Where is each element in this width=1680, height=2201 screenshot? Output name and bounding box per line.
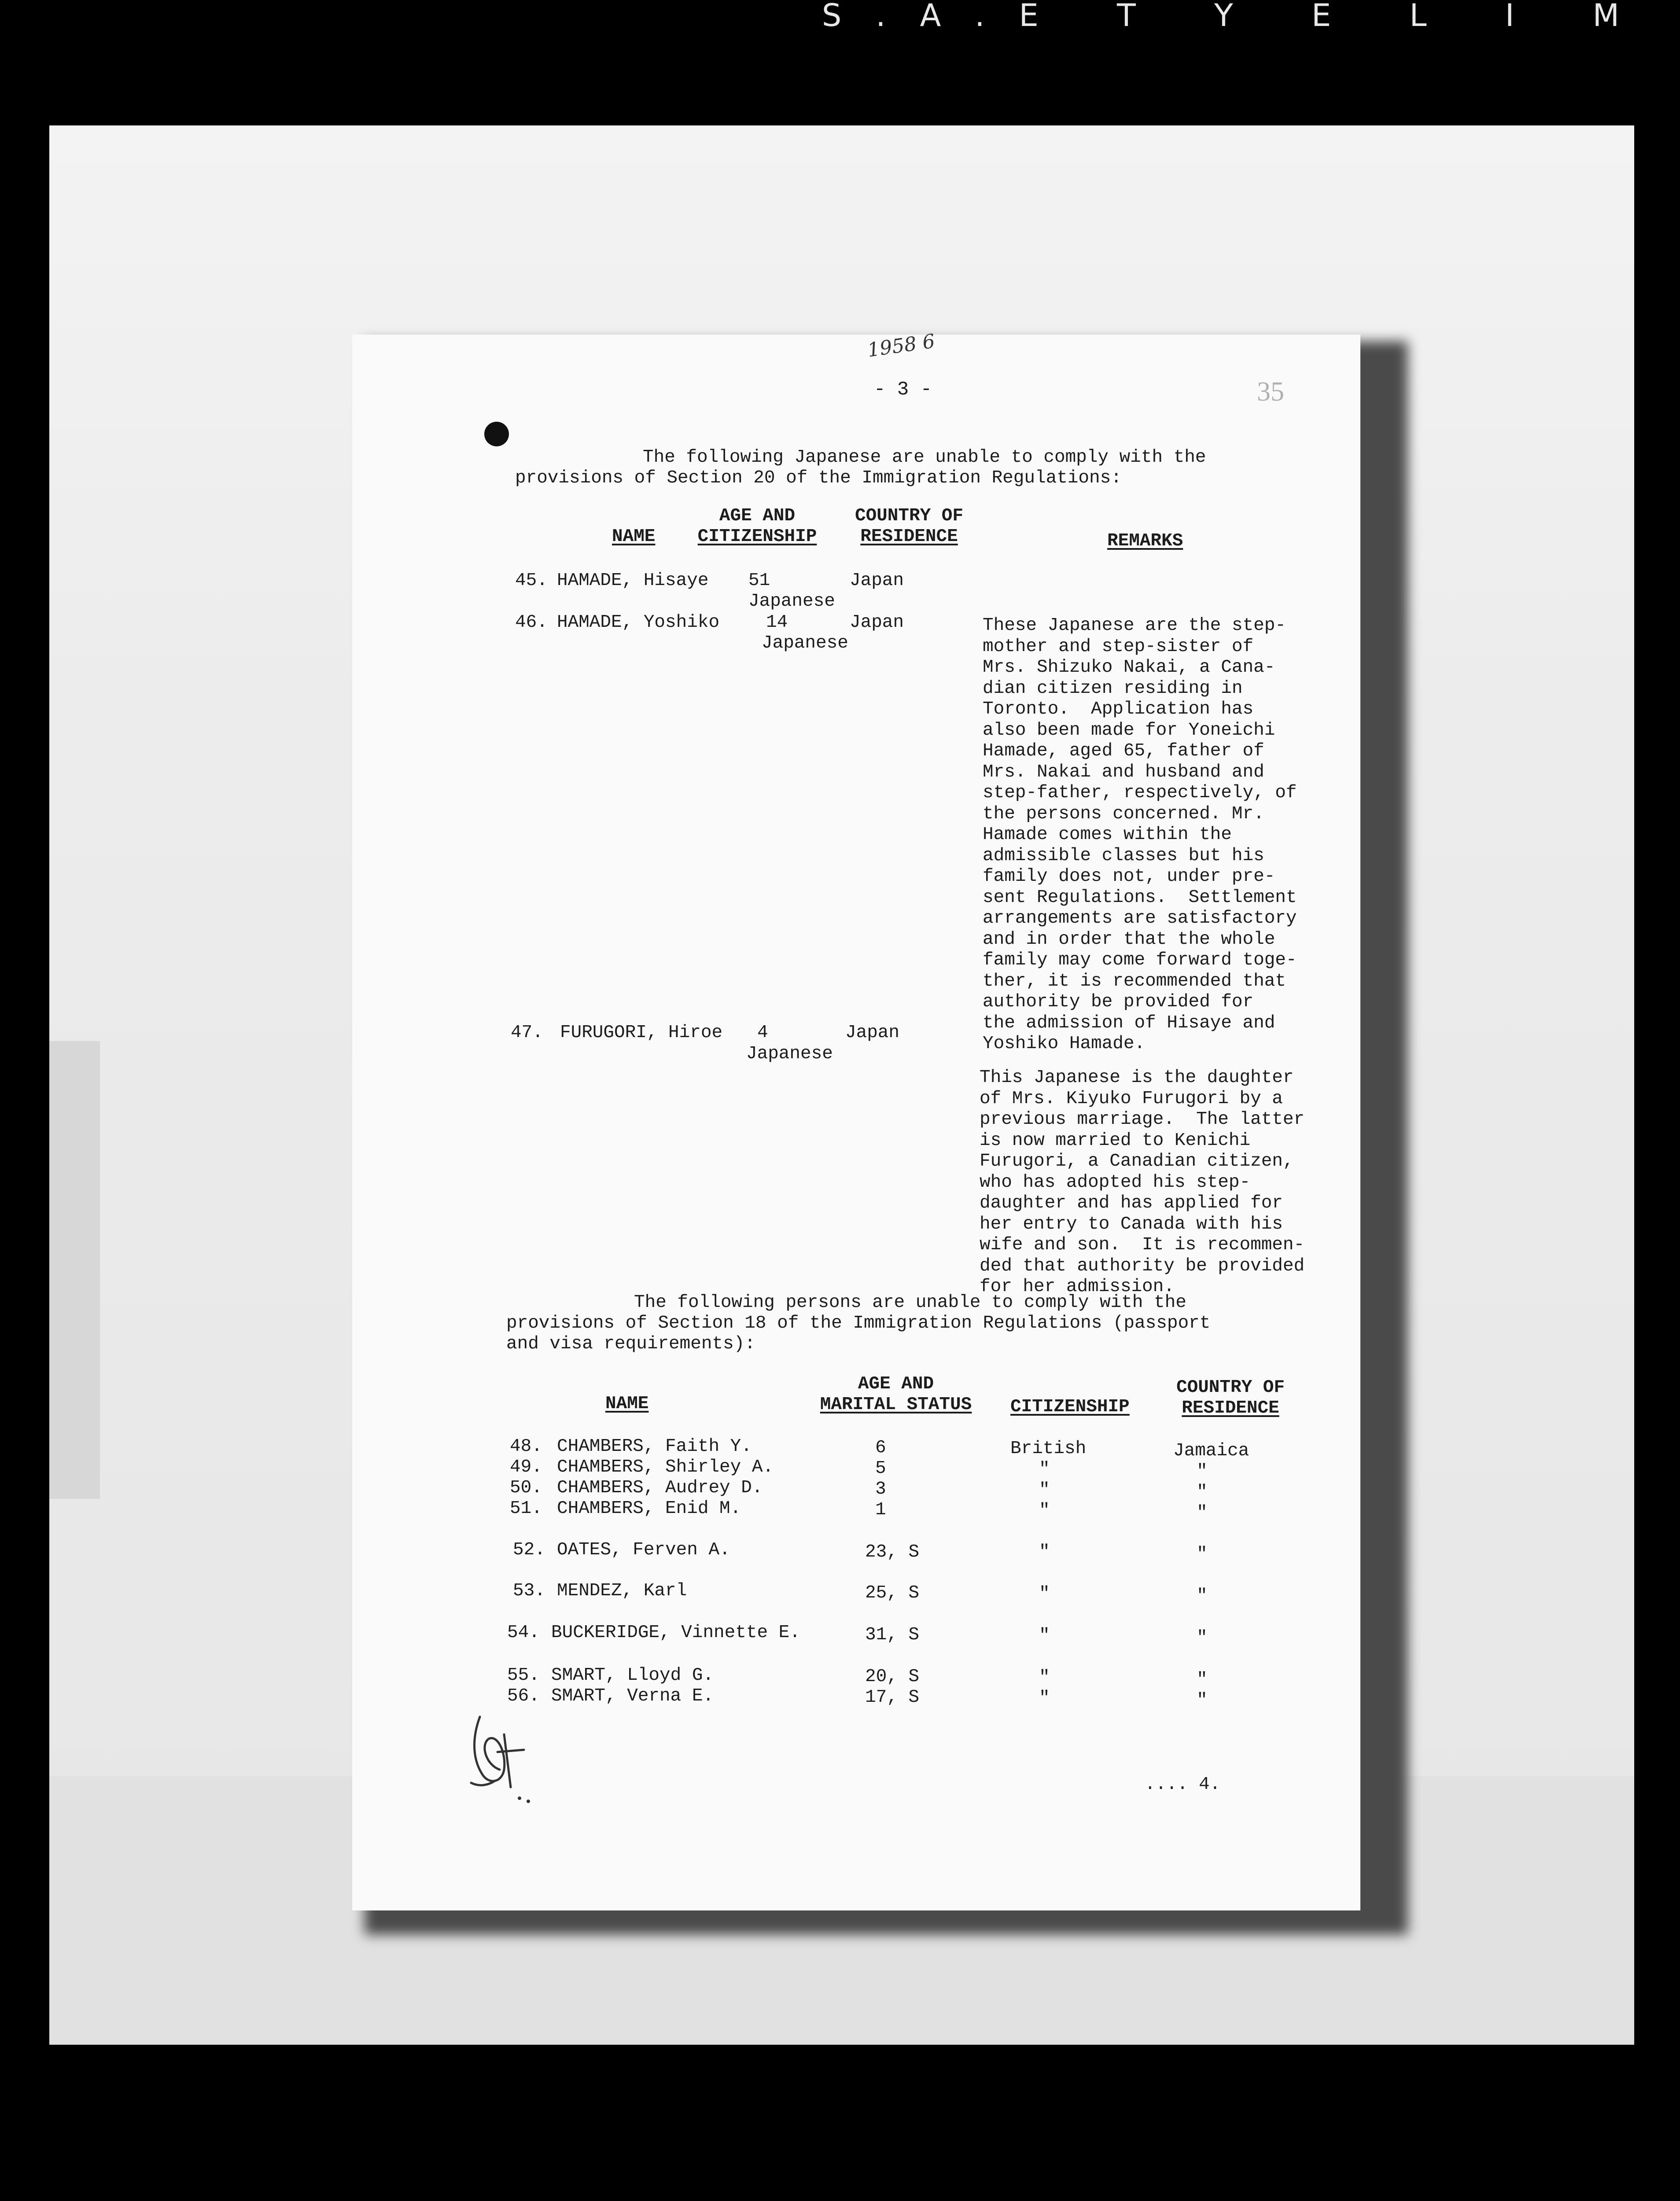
row-53-country: ": [1197, 1586, 1208, 1606]
s1-header-remarks: REMARKS: [1107, 531, 1183, 551]
handwritten-reference: 1958 6: [866, 330, 936, 362]
entry-45-age: 51: [748, 570, 770, 591]
row-51-name: CHAMBERS, Enid M.: [557, 1498, 741, 1519]
row-55-name: SMART, Lloyd G.: [551, 1665, 714, 1686]
s2-header-country-line2: RESIDENCE: [1182, 1398, 1279, 1418]
section1-intro-line2: provisions of Section 20 of the Immigration Regulations:: [515, 468, 1122, 488]
row-51-age: 1: [875, 1500, 886, 1520]
row-51-country: ": [1197, 1503, 1208, 1523]
section2-intro-line3: and visa requirements):: [506, 1334, 755, 1354]
row-50-name: CHAMBERS, Audrey D.: [557, 1478, 763, 1498]
entry-47-citizenship: Japanese: [746, 1044, 833, 1064]
entry-47-num: 47.: [511, 1023, 543, 1043]
section1-intro-line1: The following Japanese are unable to comply with the: [643, 447, 1206, 467]
backing-tab: [49, 1041, 100, 1499]
row-55-num: 55.: [507, 1665, 540, 1686]
s1-header-name: NAME: [612, 526, 656, 547]
remarks-furugori: This Japanese is the daughter of Mrs. Kiyuko Furugori by a previous marriage. The latter is now married to Kenichi Furugori, a Canadian citizen, who has adopted his step- daughter and has applied for her entry to Canada with his wife and son. It is recommen- ded that authority be provided for her admission.: [980, 1067, 1305, 1297]
section2-intro-line1: The following persons are unable to comply with the: [634, 1292, 1186, 1313]
row-50-country: ": [1197, 1482, 1208, 1502]
row-52-name: OATES, Ferven A.: [557, 1540, 730, 1560]
s2-header-citizenship: CITIZENSHIP: [1010, 1397, 1130, 1417]
entry-47-name: FURUGORI, Hiroe: [560, 1023, 723, 1043]
row-53-age: 25, S: [865, 1583, 920, 1603]
row-52-country: ": [1197, 1544, 1208, 1564]
row-48-age: 6: [875, 1438, 886, 1458]
row-50-age: 3: [875, 1479, 886, 1499]
row-49-country: ": [1197, 1461, 1208, 1482]
row-55-country: ": [1197, 1670, 1208, 1690]
row-50-citizenship: ": [1039, 1480, 1050, 1500]
row-55-citizenship: ": [1039, 1667, 1050, 1688]
s1-header-age-line1: AGE AND: [719, 506, 796, 526]
s2-header-name: NAME: [605, 1394, 649, 1414]
row-54-name: BUCKERIDGE, Vinnette E.: [551, 1623, 800, 1643]
row-56-name: SMART, Verna E.: [551, 1686, 714, 1706]
row-52-citizenship: ": [1039, 1542, 1050, 1562]
entry-46-name: HAMADE, Yoshiko: [557, 612, 720, 633]
s2-header-age-line1: AGE AND: [858, 1374, 934, 1394]
row-51-num: 51.: [510, 1498, 542, 1519]
row-48-country: Jamaica: [1173, 1441, 1249, 1461]
s1-header-country-line1: COUNTRY OF: [855, 506, 964, 526]
row-52-age: 23, S: [865, 1542, 920, 1562]
row-53-num: 53.: [513, 1581, 545, 1601]
s1-header-country-line2: RESIDENCE: [860, 526, 958, 547]
page-number: - 3 -: [874, 379, 932, 401]
entry-45-citizenship: Japanese: [748, 591, 835, 611]
row-56-citizenship: ": [1039, 1688, 1050, 1708]
row-48-num: 48.: [510, 1436, 542, 1457]
entry-46-citizenship: Japanese: [762, 633, 848, 653]
row-53-citizenship: ": [1039, 1584, 1050, 1604]
entry-45-country: Japan: [850, 570, 904, 591]
s1-header-age-line2: CITIZENSHIP: [697, 526, 817, 547]
entry-47-country: Japan: [845, 1023, 900, 1043]
entry-46-country: Japan: [850, 612, 904, 633]
row-56-age: 17, S: [865, 1687, 920, 1708]
row-55-age: 20, S: [865, 1667, 920, 1687]
entry-45-name: HAMADE, Hisaye: [557, 570, 709, 591]
row-49-name: CHAMBERS, Shirley A.: [557, 1457, 774, 1477]
row-56-num: 56.: [507, 1686, 540, 1706]
row-51-citizenship: ": [1039, 1501, 1050, 1521]
row-54-age: 31, S: [865, 1625, 920, 1645]
row-49-age: 5: [875, 1458, 886, 1479]
continued-marker: .... 4.: [1145, 1774, 1221, 1795]
row-52-num: 52.: [513, 1540, 545, 1560]
entry-45-num: 45.: [515, 570, 548, 591]
row-54-num: 54.: [507, 1623, 540, 1643]
row-54-citizenship: ": [1039, 1626, 1050, 1646]
row-48-name: CHAMBERS, Faith Y.: [557, 1436, 752, 1457]
row-50-num: 50.: [510, 1478, 542, 1498]
row-48-citizenship: British: [1010, 1439, 1087, 1459]
entry-46-num: 46.: [515, 612, 548, 633]
section2-intro-line2: provisions of Section 18 of the Immigration Regulations (passport: [506, 1313, 1211, 1333]
sheet-number: 35: [1257, 377, 1284, 407]
row-49-citizenship: ": [1039, 1459, 1050, 1480]
s2-header-country-line1: COUNTRY OF: [1176, 1377, 1285, 1398]
remarks-hamade: These Japanese are the step- mother and step-sister of Mrs. Shizuko Nakai, a Cana- dian citizen residing in Toronto. Application has also been made for Yoneichi Hamade, aged 65, father of Mrs. Nakai and husband and step-father, respectively, of the persons concerned. Mr. Hamade comes within the admissible classes but his family does not, under pre- sent Regulations. Settlement arrangements are satisfactory and in order that the whole family may come forward toge- ther, it is recommended that authority be provided for the admission of Hisaye and Yoshiko Hamade.: [983, 615, 1297, 1054]
punch-hole: [484, 422, 509, 446]
entry-46-age: 14: [766, 612, 788, 633]
row-54-country: ": [1197, 1628, 1208, 1648]
row-56-country: ": [1197, 1690, 1208, 1711]
handwritten-initials: [462, 1708, 550, 1809]
row-53-name: MENDEZ, Karl: [557, 1581, 687, 1601]
row-49-num: 49.: [510, 1457, 542, 1477]
entry-47-age: 4: [757, 1023, 768, 1043]
film-edge-code: S.A.E T Y E L I M: [822, 0, 1654, 33]
s2-header-age-line2: MARITAL STATUS: [820, 1395, 972, 1415]
